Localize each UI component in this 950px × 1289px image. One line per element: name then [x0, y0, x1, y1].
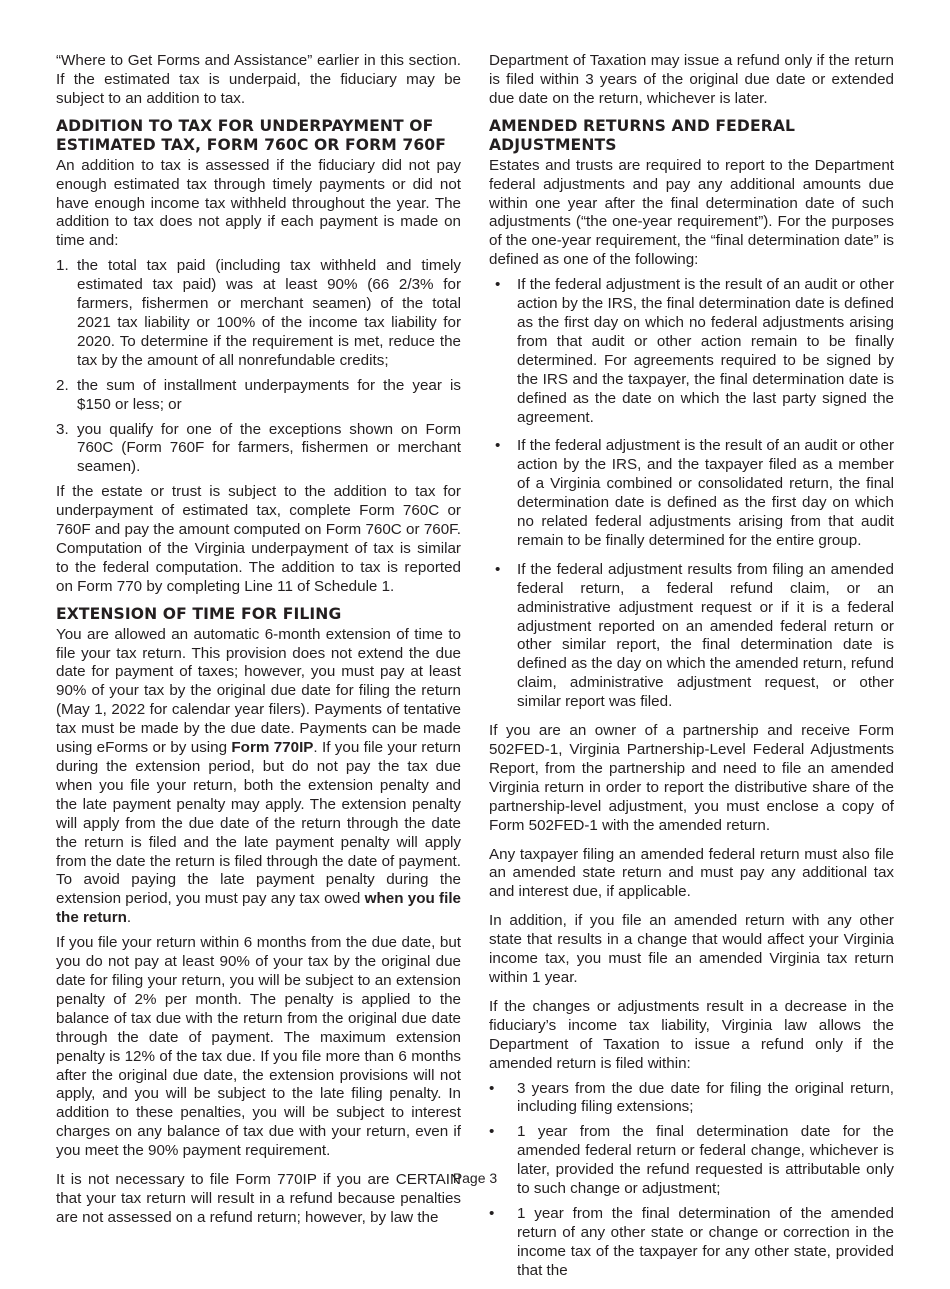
page-number: Page 3 — [452, 1170, 498, 1186]
amended-paragraph-2: If you are an owner of a partnership and receive Form 502FED-1, Virginia Partnership-Level Federal Adjustments Report, from the partnership and need to file an amended Virginia return in order to report the distributive share of the partnership-level adjustment, you must enclose a copy of Form 502FED-1 with the amended return. — [489, 722, 894, 834]
left-column — [56, 52, 461, 1234]
list-item — [489, 1123, 894, 1199]
form-770ip-bold: Form 770IP — [231, 739, 314, 757]
list-item-text: you qualify for one of the exceptions shown on Form 760C (Form 760F for farmers, fishermen or merchant seamen). — [77, 420, 461, 476]
left-intro-paragraph: “Where to Get Forms and Assistance” earlier in this section. If the estimated tax is underpaid, the fiduciary may be subject to an addition to tax. — [56, 52, 461, 107]
list-item — [56, 257, 461, 370]
bullet: • — [495, 276, 501, 294]
bullet: • — [489, 1123, 495, 1141]
list-item — [489, 1205, 894, 1281]
bullet: • — [495, 560, 501, 578]
amended-returns-heading: AMENDED RETURNS AND FEDERAL ADJUSTMENTS — [489, 116, 796, 154]
list-item — [489, 561, 894, 712]
list-item — [489, 276, 894, 427]
bullet: • — [489, 1079, 495, 1097]
list-number: 2. — [56, 376, 69, 394]
list-item-text: If the federal adjustment is the result of an audit or other action by the IRS, and the taxpayer filed as a member of a Virginia combined or consolidated return, the final determination date is defined as the first day on which no related federal adjustments arising from that audit remain to be finally determined for the entire group. — [517, 437, 894, 549]
extension-paragraph-1: You are allowed an automatic 6-month extension of time to file your tax return. This provision does not extend the due date for payment of taxes; however, you must pay at least 90% of your tax by the original due date for filing the return (May 1, 2022 for calendar year filers). Payments of tentative tax must be made by the due date. Payments can be made using eForms or by using Form 770IP. If you file your return during the extension period, but do not pay the tax due when you file your return, both the extension penalty and the late payment penalty may apply. The extension penalty will apply from the due date of the return through the date the return is filed and the late payment penalty will apply from the date the return is filed through the date of payment. To avoid paying the late payment penalty during the extension period, you must pay any tax owed when you file the return. — [56, 625, 461, 927]
list-item-text: If the federal adjustment results from filing an amended federal return, a federal refund claim, or an administrative adjustment request or if it is a federal adjustment reported on an amended federal return or other similar report, the final determination date is defined as the day on which the amended return, refund claim, administrative adjustment request, or other similar report was filed. — [517, 560, 894, 711]
list-item-text: 3 years from the due date for filing the original return, including filing extensions; — [517, 1079, 894, 1116]
addition-paragraph-1: An addition to tax is assessed if the fiduciary did not pay enough estimated tax through timely payments or did not have enough income tax withheld throughout the year. The addition to tax does not apply if each payment is made on time and: — [56, 156, 461, 250]
right-column — [489, 52, 894, 1289]
list-item-text: If the federal adjustment is the result of an audit or other action by the IRS, the final determination date is defined as the first day on which no federal adjustments arising from that audit or other action remain to be finally determined. For agreements required to be signed by the IRS and the taxpayer, the final determination date is defined as the date on which the last party signed the agreement. — [517, 276, 894, 426]
extension-paragraph-2: If you file your return within 6 months from the due date, but you do not pay at least 90% of your tax by the original due date for filing your return, you will be subject to an extension penalty of 2% per month. The penalty is applied to the balance of tax due with the return from the original due date through the date of payment. The maximum extension penalty is 12% of the tax due. If you file more than 6 months after the original due date, the extension provisions will not apply, and you will be subject to the late filing penalty. In addition to these penalties, you will be subject to interest charges on any balance of tax due with your return, even if you meet the 90% payment requirement. — [56, 934, 461, 1160]
when-you-file-bold: when you file the return — [56, 890, 461, 927]
bullet: • — [495, 437, 501, 455]
amended-paragraph-4: In addition, if you file an amended return with any other state that results in a change that would affect your Virginia income tax, you must file an amended Virginia tax return within 1 year. — [489, 912, 894, 986]
right-intro-paragraph: Department of Taxation may issue a refund only if the return is filed within 3 years of the original due date or extended due date on the return, whichever is later. — [489, 52, 894, 107]
amended-paragraph-1: Estates and trusts are required to report to the Department federal adjustments and pay any additional amounts due within one year after the final determination date of such adjustments (“the one-year requirement”). For the purposes of the one-year requirement, the “final determination date” is defined as one of the following: — [489, 156, 894, 269]
list-item — [489, 1080, 894, 1118]
list-item-text: the total tax paid (including tax withheld and timely estimated tax paid) was at least 90% (66 2/3% for farmers, fishermen or merchant seamen) of the total 2021 tax liability or 100% of the income tax liability for 2020. To determine if the requirement is met, reduce the tax by the amount of all nonrefundable credits; — [77, 257, 461, 369]
list-number: 3. — [56, 420, 69, 438]
list-item — [56, 377, 461, 415]
list-item — [56, 421, 461, 478]
amended-paragraph-5: If the changes or adjustments result in a decrease in the fiduciary’s income tax liability, Virginia law allows the Department of Taxation to issue a refund only if the amended return is filed within: — [489, 997, 894, 1072]
requirements-list — [56, 257, 461, 477]
extension-paragraph-3: It is not necessary to file Form 770IP if you are CERTAIN that your tax return will result in a refund because penalties are not assessed on a refund return; however, by law the — [56, 1171, 461, 1226]
bullet: • — [489, 1204, 495, 1222]
list-item — [489, 437, 894, 550]
amended-paragraph-3: Any taxpayer filing an amended federal return must also file an amended state return and must pay any additional tax and interest due, if applicable. — [489, 845, 894, 901]
list-number: 1. — [56, 257, 69, 275]
extension-heading: EXTENSION OF TIME FOR FILING — [56, 604, 342, 623]
addition-to-tax-heading: ADDITION TO TAX FOR UNDERPAYMENT OF ESTIMATED TAX, FORM 760C OR FORM 760F — [56, 116, 446, 154]
addition-paragraph-2: If the estate or trust is subject to the addition to tax for underpayment of estimated tax, complete Form 760C or 760F and pay the amount computed on Form 760C or 760F. Computation of the Virginia underpayment of tax is similar to the federal computation. The addition to tax is reported on Form 770 by completing Line 11 of Schedule 1. — [56, 483, 461, 595]
final-determination-list — [489, 276, 894, 712]
list-item-text: 1 year from the final determination of the amended return of any other state or change or correction in the income tax of the taxpayer for any other state, provided that the — [517, 1204, 894, 1279]
list-item-text: 1 year from the final determination date for the amended federal return or federal change, whichever is later, provided the refund requested is attributable only to such change or adjustment; — [517, 1123, 894, 1198]
list-item-text: the sum of installment underpayments for the year is $150 or less; or — [77, 376, 461, 413]
